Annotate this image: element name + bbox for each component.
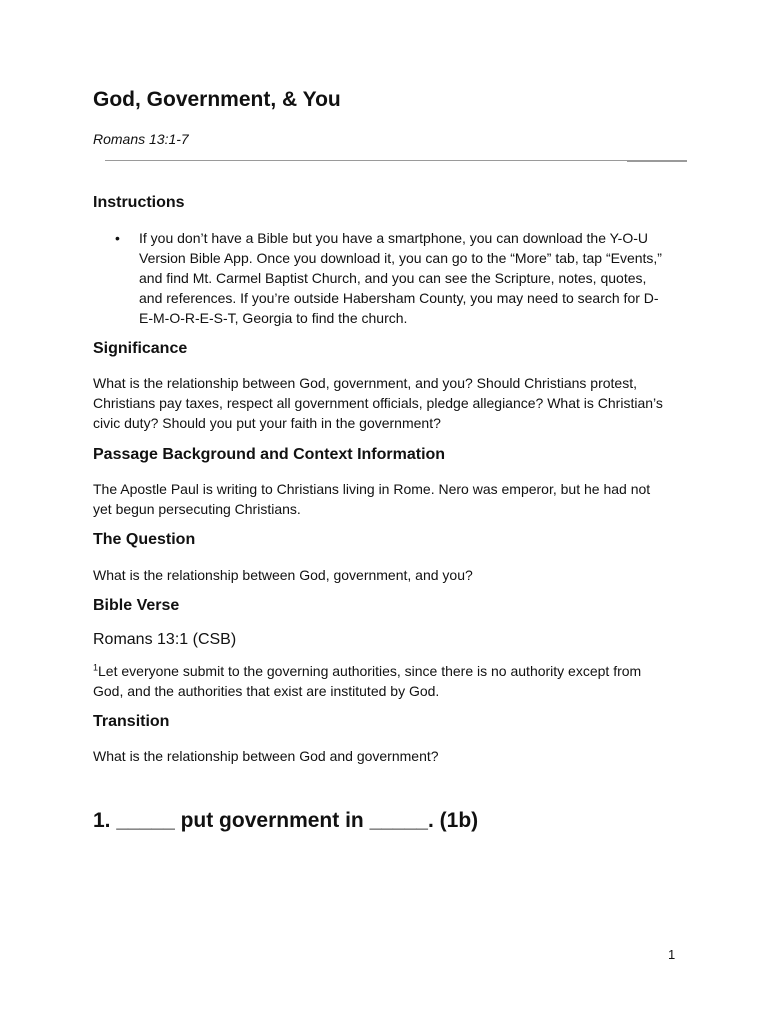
significance-text: What is the relationship between God, government, and you? Should Christians protest, Christians pay taxes, respect all government officials, pledge allegiance? What is Christian’s civic duty? Should you put your faith in the government? xyxy=(93,375,663,431)
transition-text: What is the relationship between God and government? xyxy=(93,748,439,764)
instructions-item: If you don’t have a Bible but you have a smartphone, you can download the Y-O-U Version Bible App. Once you download it, you can go to the “More” tab, tap “Events,” and find Mt. Carmel Baptist Church, and you can see the Scripture, notes, quotes, and references. If you’re outside Habersham County, you may need to search for D-E-M-O-R-E-S-T, Georgia to find the church. xyxy=(139,230,662,326)
verse-reference: Romans 13:1 (CSB) xyxy=(93,631,237,648)
verse-body: Let everyone submit to the governing authorities, since there is no authority except from God, and the authorities that exist are instituted by God. xyxy=(93,663,642,699)
instructions-heading: Instructions xyxy=(93,194,185,211)
transition-heading: Transition xyxy=(93,713,170,730)
question-text: What is the relationship between God, government, and you? xyxy=(93,567,473,583)
verse-text xyxy=(93,661,663,701)
background-heading: Passage Background and Context Information xyxy=(93,446,446,463)
horizontal-rule-tail xyxy=(627,161,687,162)
bible-verse-heading: Bible Verse xyxy=(93,597,180,614)
page-number: 1 xyxy=(668,947,676,962)
background-text: The Apostle Paul is writing to Christians living in Rome. Nero was emperor, but he had not yet begun persecuting Christians. xyxy=(93,481,651,517)
document-title: God, Government, & You xyxy=(93,88,341,111)
bullet-icon: • xyxy=(115,230,120,246)
verse-number: 1 xyxy=(93,662,99,673)
point-one-heading: 1. _____ put government in _____. (1b) xyxy=(93,809,479,832)
significance-heading: Significance xyxy=(93,340,188,357)
scripture-reference: Romans 13:1-7 xyxy=(93,131,189,147)
horizontal-rule xyxy=(105,160,687,161)
question-heading: The Question xyxy=(93,531,196,548)
